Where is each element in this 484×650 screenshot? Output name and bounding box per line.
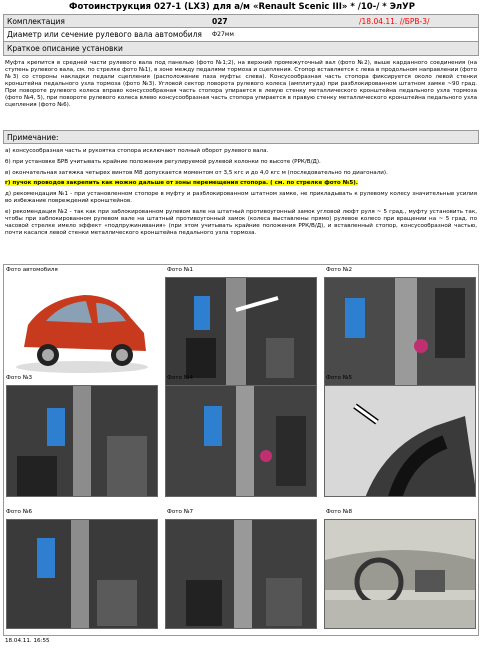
installation-description: Муфта крепится в средней части рулевого вала под панелью (фото №1;2), на верхний промежуточный вал (фото №2), выше карданного соединения (на ступень рулевого вала, см. по стрелке фото №1), в зоне между педалями тормоза и сцепления. Стопор вставляется с лева в продольном направлении (фото №3) со стороны накладки педали сцепления (расположение паза муфты: слева). Консусообразная часть стопора фиксируется около левой стенки кронштейна педального узла тормоза (фото №3). Угловой сектор поворота рулевого колеса (амплитуда) при разблокированном штатном замке ~90 град. При повороте рулевого колеса вправо консусообразная часть стопора упирается в левую стенку металлического кронштейна педального узла тормоза (фото №4, 5), при повороте рулевого колеса влево консусообразная часть стопора упирается в правую стенку металлического кронштейна педального узла сцепления (фото №6).	[5, 60, 477, 108]
kit-date: /18.04.11. //БРВ-3/	[359, 17, 430, 26]
photo-3-label: Фото №3	[6, 375, 33, 381]
photo-2-image	[325, 278, 476, 387]
document-title: Фотоинструкция 027-1 (LX3) для а/м «Renault Scenic III» * /10-/ * ЭлУР	[69, 2, 415, 12]
kit-code: 027	[212, 17, 228, 26]
header-row-kit	[3, 14, 479, 28]
photo-7	[165, 519, 317, 629]
photo-1	[165, 277, 317, 387]
photo-7-label: Фото №7	[167, 509, 194, 515]
note-v: в) окончательная затяжка четырех винтов М8 допускается моментом от 3,5 кгс и до 4,0 кгс м (последовательно по диагонали).	[5, 170, 388, 176]
photo-car	[6, 277, 158, 377]
header-row-description	[3, 42, 479, 56]
photo-8-image	[325, 520, 476, 629]
notes-heading-row	[3, 130, 479, 144]
note-d: д) рекомендация №1 - при установленном стопоре в муфту и разблокированном штатном замке, не прикладывать к рулевому колесу значительные усилия во избежание повреждений кронштейнов.	[5, 191, 477, 204]
photo-5-image	[325, 386, 476, 497]
photo-7-image	[166, 520, 317, 629]
note-b: б) при установке БРВ учитывать крайние положения регулируемой рулевой колонки по высоте (РРК/В/Д).	[5, 159, 321, 165]
car-image	[6, 277, 158, 377]
photo-6-label: Фото №6	[6, 509, 33, 515]
note-e: е) рекомендация №2 - так как при заблокированном рулевом вале на штатный противоугонный замок угловой люфт руля ~ 5 град., муфту установить так, чтобы при заблокированном рулевом вале на штатный противоугонный замок (колеса выставлены прямо) рулевое колесо при вращении на ~ 5 град. по часовой стрелке имело эффект «подпружинивания» (при этом учитывать крайние положения РРК/В/Д), и вставленный стопор, консусообразной частью, почти касался левой стенки металлического кронштейна педального узла тормоза.	[5, 209, 477, 236]
note-g-highlight: г) пучок проводов закрепить как можно дальше от зоны перемещения стопора. ( см. по стрелке фото №5).	[5, 180, 358, 186]
photo-8-label: Фото №8	[326, 509, 353, 515]
notes-heading: Примечание:	[7, 133, 59, 142]
photo-grid	[3, 264, 479, 636]
photo-4-label: Фото №4	[167, 375, 194, 381]
photo-3-image	[7, 386, 158, 497]
photo-6	[6, 519, 158, 629]
diameter-value: Ф27мм	[212, 31, 234, 38]
header-row-diameter	[3, 28, 479, 42]
kit-label: Комплектация	[7, 17, 65, 26]
photo-6-image	[7, 520, 158, 629]
photo-2-label: Фото №2	[326, 267, 353, 273]
photo-car-label: Фото автомобиля	[6, 267, 58, 273]
photo-1-image	[166, 278, 317, 387]
photo-4-image	[166, 386, 317, 497]
photo-8	[324, 519, 476, 629]
photo-5	[324, 385, 476, 497]
photo-1-label: Фото №1	[167, 267, 194, 273]
photo-2	[324, 277, 476, 387]
photo-4	[165, 385, 317, 497]
note-a: а) консусообразная часть и рукоятка стопора исключают полный оборот рулевого вала.	[5, 148, 269, 154]
photo-3	[6, 385, 158, 497]
description-label: Краткое описание установки	[7, 44, 123, 53]
photo-5-label: Фото №5	[326, 375, 353, 381]
footer-timestamp: 18.04.11. 16:55	[5, 638, 50, 644]
diameter-label: Диаметр или сечение рулевого вала автомобиля	[7, 30, 202, 39]
